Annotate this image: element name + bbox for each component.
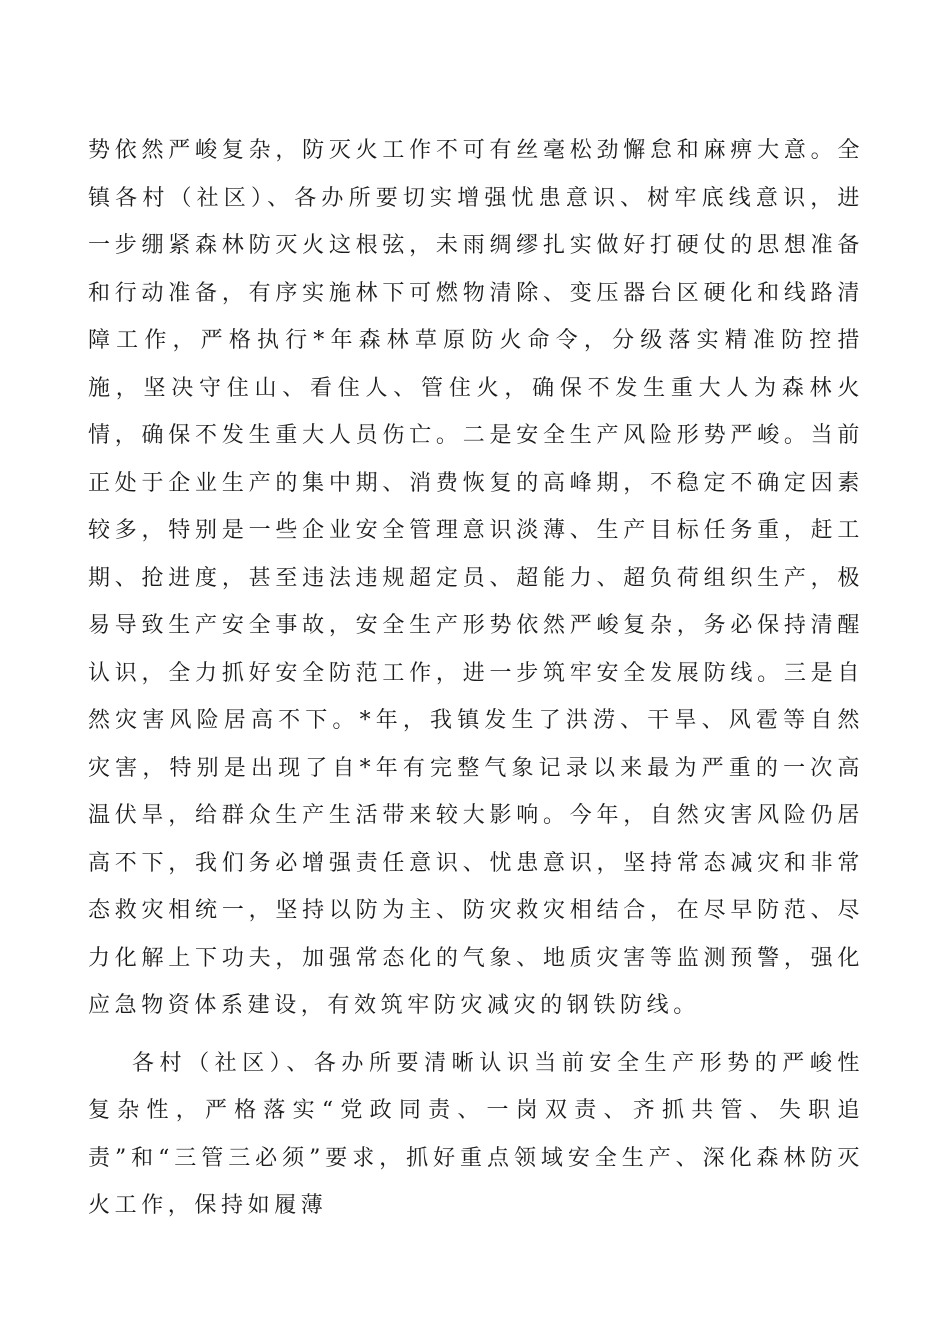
document-body — [88, 127, 864, 1230]
paragraph-new: 各村（社区）、各办所要清晰认识当前安全生产形势的严峻性复杂性，严格落实“党政同责、一岗双责、齐抓共管、失职追责”和“三管三必须”要求，抓好重点领域安全生产、深化森林防灭火工作，保持如履薄 — [88, 1050, 864, 1218]
paragraph-continued: 势依然严峻复杂，防灭火工作不可有丝毫松劲懈怠和麻痹大意。全镇各村（社区）、各办所要切实增强忧患意识、树牢底线意识，进一步绷紧森林防灭火这根弦，未雨绸缪扎实做好打硬仗的思想准备和行动准备，有序实施林下可燃物清除、变压器台区硬化和线路清障工作，严格执行*年森林草原防火命令，分级落实精准防控措施，坚决守住山、看住人、管住火，确保不发生重大人为森林火情，确保不发生重大人员伤亡。二是安全生产风险形势严峻。当前正处于企业生产的集中期、消费恢复的高峰期，不稳定不确定因素较多，特别是一些企业安全管理意识淡薄、生产目标任务重，赶工期、抢进度，甚至违法违规超定员、超能力、超负荷组织生产，极易导致生产安全事故，安全生产形势依然严峻复杂，务必保持清醒认识，全力抓好安全防范工作，进一步筑牢安全发展防线。三是自然灾害风险居高不下。*年，我镇发生了洪涝、干旱、风雹等自然灾害，特别是出现了自*年有完整气象记录以来最为严重的一次高温伏旱，给群众生产生活带来较大影响。今年，自然灾害风险仍居高不下，我们务必增强责任意识、忧患意识，坚持常态减灾和非常态救灾相统一，坚持以防为主、防灾救灾相结合，在尽早防范、尽力化解上下功夫，加强常态化的气象、地质灾害等监测预警，强化应急物资体系建设，有效筑牢防灾减灾的钢铁防线。 — [88, 138, 864, 1018]
